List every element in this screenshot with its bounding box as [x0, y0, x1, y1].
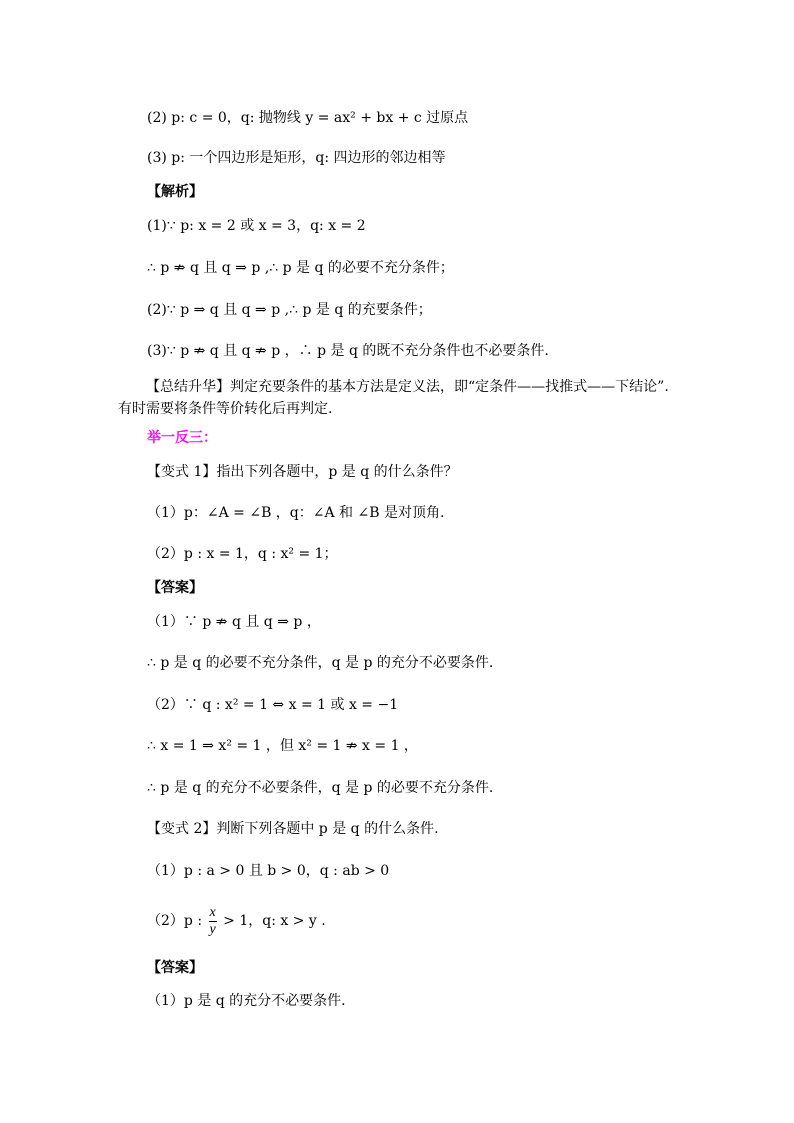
answer-2-text: （2）∵ q : x² = 1 ⇔ x = 1 或 x = −1 [147, 697, 399, 713]
variant-2-q1 [147, 861, 389, 881]
answer-2-derivation [147, 736, 418, 756]
fraction-x-over-y [209, 905, 217, 938]
answer-1-line [147, 612, 321, 632]
summary-text-2: 有时需要将条件等价转化后再判定. [118, 401, 333, 417]
summary-line-2 [118, 398, 678, 420]
answer-1-conclusion-text: ∴ p 是 q 的必要不充分条件，q 是 p 的充分不必要条件. [147, 655, 494, 671]
variant-1-title-text: 【变式 1】指出下列各题中，p 是 q 的什么条件？ [147, 464, 458, 480]
variant-2-q2-prefix: （2）p : [147, 913, 203, 929]
analysis-3-text: (3)∵ p ⇏ q 且 q ⇏ p ，∴ p 是 q 的既不充分条件也不必要条件. [147, 343, 549, 359]
answer-2-line [147, 695, 398, 715]
answer-v2-1 [147, 991, 346, 1011]
variant-1-q2 [147, 544, 338, 564]
fraction-denominator: y [209, 921, 216, 937]
answer-2-conclusion-text: ∴ p 是 q 的充分不必要条件，q 是 p 的必要不充分条件. [147, 780, 494, 796]
analysis-heading [147, 182, 203, 202]
summary-paragraph [118, 376, 678, 420]
summary-line-1 [118, 376, 678, 398]
problem-3-line [147, 148, 446, 168]
analysis-1-line [147, 216, 366, 236]
analysis-heading-text: 【解析】 [147, 184, 203, 200]
analysis-2-text: (2)∵ p ⇒ q 且 q ⇒ p ,∴ p 是 q 的充要条件； [147, 302, 432, 318]
analysis-1-conclusion-text: ∴ p ⇏ q 且 q ⇒ p ,∴ p 是 q 的必要不充分条件； [147, 260, 454, 276]
variant-2-q2-suffix: > 1，q: x > y . [223, 913, 326, 929]
problem-2-text: (2) p: c = 0，q: 抛物线 y = ax² + bx + c 过原点 [147, 110, 469, 126]
variant-2-q1-text: （1）p : a > 0 且 b > 0，q : ab > 0 [147, 863, 390, 879]
answer-heading-1 [147, 578, 203, 598]
answer-2-conclusion [147, 778, 493, 798]
analysis-2-line [147, 300, 432, 320]
variant-2-title [147, 819, 439, 839]
answer-1-conclusion [147, 653, 493, 673]
analysis-3-line [147, 341, 549, 361]
variant-2-q2 [147, 904, 326, 938]
answer-v2-1-text: （1）p 是 q 的充分不必要条件. [147, 993, 346, 1009]
answer-heading-1-text: 【答案】 [147, 580, 203, 596]
variant-2-title-text: 【变式 2】判断下列各题中 p 是 q 的什么条件. [147, 821, 439, 837]
summary-text-1: 【总结升华】判定充要条件的基本方法是定义法，即“定条件——找推式——下结论”. [146, 379, 669, 395]
fraction-numerator: x [209, 904, 216, 920]
answer-1-text: （1）∵ p ⇏ q 且 q ⇒ p ， [147, 614, 321, 630]
analysis-1-text: (1)∵ p: x = 2 或 x = 3，q: x = 2 [147, 218, 366, 234]
variant-1-q1 [147, 503, 444, 523]
variant-1-q2-text: （2）p : x = 1，q : x² = 1； [147, 546, 338, 562]
answer-heading-2-text: 【答案】 [147, 960, 203, 976]
variant-1-q1-text: （1）p：∠A = ∠B ，q：∠A 和 ∠B 是对顶角. [147, 505, 445, 521]
practice-heading [147, 428, 217, 448]
variant-1-title [147, 462, 458, 482]
problem-3-text: (3) p: 一个四边形是矩形，q: 四边形的邻边相等 [147, 150, 446, 166]
problem-2-line [147, 108, 468, 128]
answer-heading-2 [147, 958, 203, 978]
answer-2-derivation-text: ∴ x = 1 ⇒ x² = 1 ，但 x² = 1 ⇏ x = 1 ， [147, 738, 418, 754]
practice-heading-text: 举一反三： [147, 430, 217, 446]
analysis-1-conclusion [147, 258, 454, 278]
